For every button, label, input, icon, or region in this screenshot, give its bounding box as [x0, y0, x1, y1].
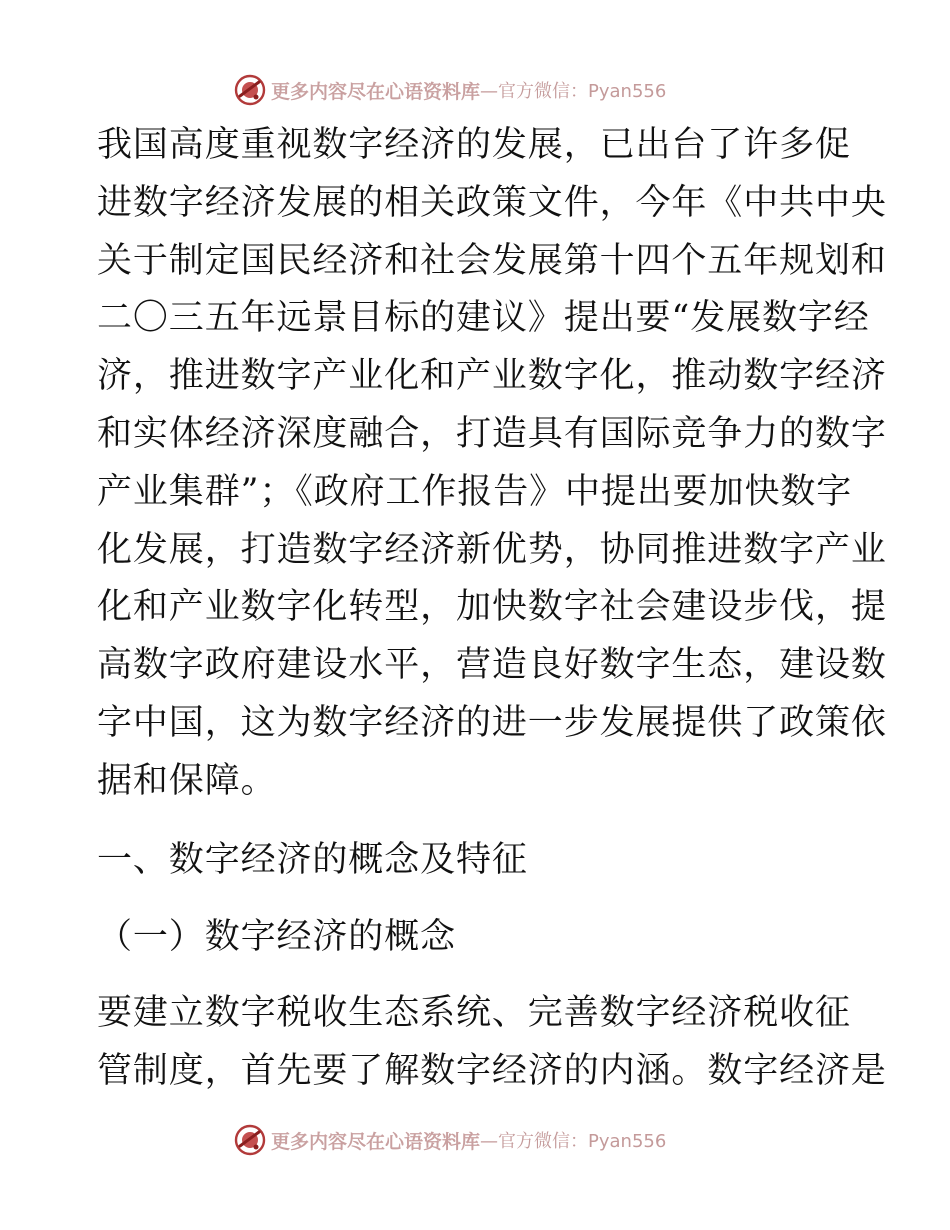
section-heading: 一、数字经济的概念及特征	[97, 840, 528, 880]
text-line: 要建立数字税收生态系统、完善数字经济税收征	[97, 993, 851, 1033]
text-line: 关于制定国民经济和社会发展第十四个五年规划和	[97, 240, 887, 281]
text-line: 产业集群”；《政府工作报告》中提出要加快数字	[97, 471, 853, 512]
text-line: 据和保障。	[97, 760, 277, 801]
watermark-main-text: 更多内容尽在心语资料库	[271, 80, 481, 103]
header-watermark	[234, 73, 714, 107]
text-line: 和实体经济深度融合，打造具有国际竞争力的数字	[97, 413, 887, 454]
watermark-main-text: 更多内容尽在心语资料库	[271, 1130, 481, 1153]
red-circular-logo-icon	[234, 1124, 266, 1156]
watermark-wechat-text: —官方微信：Pyan556	[480, 1131, 667, 1152]
footer-watermark	[234, 1123, 714, 1157]
text-line: 化发展，打造数字经济新优势，协同推进数字产业	[97, 529, 887, 570]
text-line: 化和产业数字化转型，加快数字社会建设步伐，提	[97, 587, 887, 628]
text-line: 济，推进数字产业化和产业数字化，推动数字经济	[97, 356, 887, 397]
text-line: 我国高度重视数字经济的发展，已出台了许多促	[97, 125, 851, 165]
text-line: 管制度，首先要了解数字经济的内涵。数字经济是	[97, 1050, 887, 1091]
paragraph-intro	[97, 117, 887, 811]
text-line: 高数字政府建设水平，营造良好数字生态，建设数	[97, 645, 887, 686]
subsection-heading: （一）数字经济的概念	[97, 917, 457, 957]
text-line: 进数字经济发展的相关政策文件，今年《中共中央	[97, 182, 887, 223]
text-line: 字中国，这为数字经济的进一步发展提供了政策依	[97, 702, 887, 743]
watermark-wechat-text: —官方微信：Pyan556	[480, 81, 667, 102]
paragraph-concept	[97, 985, 887, 1101]
red-circular-logo-icon	[234, 74, 266, 106]
text-line: 二〇三五年远景目标的建议》提出要“发展数字经	[97, 298, 870, 339]
